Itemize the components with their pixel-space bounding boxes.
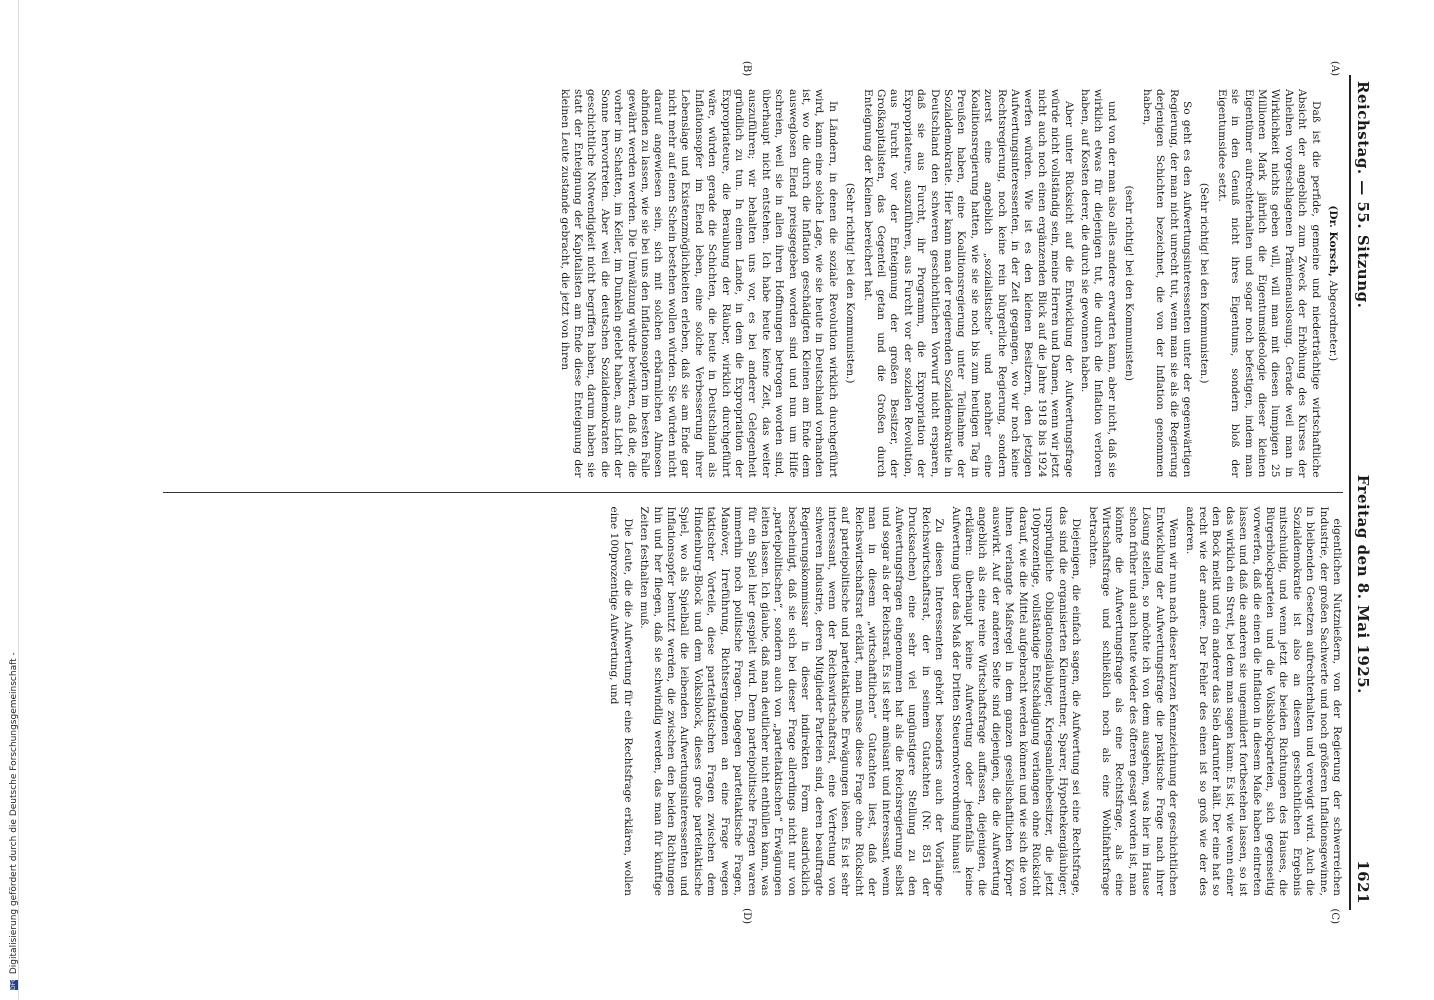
margin-mark-a: (A) xyxy=(1329,61,1340,77)
credit-text xyxy=(9,652,19,990)
paragraph: eigentlichen Nutznießern, von der Regierung der schwerreichen Industrie, der großen Sachwerte und noch größeren Inflationsgewinne, in bleibenden Gesetzen aufrechterhalten und verewigt wird. Auch die Sozialdemokratie ist also an diesem geschichtlichen Ergebnis mitschuldig, und wenn jetzt die beiden Richtungen des Hauses, die Bürgerblockparteien und die Volksblockparteien, sich gegenseitig vorwerfen, daß die einen die Inflation in diesem Maße haben eintreten lassen und daß die anderen sie ungemildert fortbestehen lassen, so ist das wirklich ein Streit, bei dem man sagen kann: Es ist, wie wenn einer den Bock melkt und ein anderer das Sieb darunter hält. Der eine hat so recht wie der andere. Der Fehler des einen ist so groß wie der des anderen. xyxy=(1183,506,1343,896)
paragraph: und von der man also alles andere erwarten kann, aber nicht, daß sie wirklich etwas für diejenigen tut, die durch die Inflation verloren haben, auf Kosten derer, die durch sie gewonnen haben. xyxy=(1079,89,1118,478)
paragraph: Daß ist die perfide, gemeine und niederträchtige wirtschaftliche Absicht der angeblich zum Zweck der Erhöhung des Kurses der Anleihen vorgeschlagenen Prämienauslosung. Gerade weil man in Wirklichkeit nichts geben will, will man mit diesen lumpigen 25 Millionen Mark jährlich die Eigentumsideologie dieser kleinen Eigentümer aufrechterhalten und sogar noch befestigen, indem man sie in den Genuß nicht ihres Eigentums, sondern bloß der Eigentumsidee setzt. xyxy=(1215,89,1322,478)
header-left: Reichstag. — 55. Sitzung. xyxy=(1354,81,1372,309)
margin-mark-b: (B) xyxy=(741,61,752,77)
text-columns xyxy=(163,61,1343,924)
paragraph: In Ländern, in denen die soziale Revolution wirklich durchgeführt wird, kann eine solche Lage, wie sie heute in Deutschland vorhanden ist, wo die durch die Inflation geschädigten Kleinen am Ende dem ausweglosen Elend preisgegeben worden sind und nun um Hilfe schreien, weil sie in allen ihren Hoffnungen betrogen worden sind, überhaupt nicht entstehen. Ich habe heute keine Zeit, das weiter auszuführen; wir behalten uns vor, es bei anderer Gelegenheit gründlich zu tun. In einem Lande, in dem die Expropriation der Expropriateure, die Beraubung der Räuber, wirklich durchgeführt wäre, würden gerade die Schichten, die heute in Deutschland als Inflationsopfer im Elend leben, eine solche Verbesserung ihrer Lebenslage und Existenzmöglichkeiten erleben, daß sie am Ende gar nicht mehr auf einen Schein bestehen wollen würden. Sie würden nicht darauf angewiesen sein, sich mit solchen erbärmlichen Almosen abfinden zu lassen, wie sie bei uns den Inflationsopfern im besten Falle gewährt werden werden. Die Umwälzung würde bewirken, daß die, die vorher im Schatten, im Keller, im Dunkeln gelebt haben, ans Licht der Sonne hervortreten. Aber weil die deutschen Sozialdemokraten die geschichtliche Notwendigkeit nicht begriffen haben, darum haben sie statt der Enteignung der Kapitalisten am Ende diese Enteignung der kleinen Leute zustande gebracht, die jetzt von ihren xyxy=(558,89,839,478)
paragraph: Die Leute, die die Aufwertung für eine Rechtsfrage erklären, wollen eine 100prozentige Aufwertung, und xyxy=(608,506,634,896)
interjection: (Sehr richtig! bei den Kommunisten.) xyxy=(844,182,857,384)
credit-label: Digitalisierung gefördert durch die Deutsche Forschungsgemeinschaft - xyxy=(9,652,19,975)
right-column xyxy=(163,493,1343,924)
margin-mark-c: (C) xyxy=(1329,908,1340,924)
page-header xyxy=(1349,75,1372,910)
margin-mark-d: (D) xyxy=(741,908,752,924)
speaker-line xyxy=(1326,89,1339,478)
left-column xyxy=(163,61,1343,493)
interjection: (sehr richtig! bei den Kommunisten) xyxy=(1123,185,1136,381)
scanned-page xyxy=(127,61,1395,924)
paragraph: So geht es den Aufwertungsinteressenten unter der gegenwärtigen Regierung, der man nicht unrecht tut, wenn man sie als die Regierung derjenigen Schichten bezeichnet, die von der Inflation genommen haben, xyxy=(1140,89,1193,478)
speaker-name: (Dr. Korsch, xyxy=(1327,205,1339,277)
dfg-logo: DFG xyxy=(9,977,17,990)
header-date: Freitag den 8. Mai 1925. xyxy=(1354,474,1372,694)
paragraph: Aber unter Rücksicht auf die Entwicklung der Aufwertungsfrage würde nicht vollständig sein, meine Herren und Damen, wenn wir jetzt nicht auch noch einen ergänzenden Blick auf die Jahre 1918 bis 1924 werfen würden. Wie ist es den kleinen Besitzern, den jetzigen Aufwertungsinteressenten, in der Zeit gegangen, wo wir noch keine Rechtsregierung, noch keine rein bürgerliche Regierung, sondern zuerst eine angeblich „sozialistische“ und nachher eine Koalitionsregierung hatten, wie sie sie noch bis zum heutigen Tag in Preußen haben, eine Koalitionsregierung unter Teilnahme der Sozialdemokratie. Hier kann man der regierenden Sozialdemokratie in Deutschland den schweren geschichtlichen Vorwurf nicht ersparen, daß sie aus Furcht, ihr Programm, die Expropriation der Expropriateure, auszuführen, aus Furcht vor der sozialen Revolution, aus Furcht vor der Enteignung der großen Besitzer, der Großkapitalisten, das Gegenteil getan und die Großen durch Enteignung der Kleinen bereichert hat. xyxy=(861,89,1075,478)
credit-strip xyxy=(0,0,19,1000)
paragraph: Diejenigen, die einfach sagen, die Aufwertung sei eine Rechtsfrage, das sind die organisierten Kleinrentner, Sparer, Hypothekengläubiger, ursprüngliche Obligationsgläubiger, Kriegsanleihebesitzer, die jetzt 100prozentige, vollständige Entschädigung verlangen ohne Rücksicht darauf, wie die Mittel aufgebracht werden können und wie sich die von ihnen verlangte Maßregel in dem ganzen gesellschaftlichen Körper auswirkt. Auf der anderen Seite sind diejenigen, die die Aufwertung angeblich als eine reine Wirtschaftsfrage auffassen, diejenigen, die erklären: überhaupt keine Aufwertung oder jedenfalls keine Aufwertung über das Maß der Dritten Steuernotverordnung hinaus! xyxy=(949,506,1083,896)
paragraph: Wenn wir nun nach dieser kurzen Kennzeichnung der geschichtlichen Entwicklung der Aufwertungsfrage die praktische Frage nach ihrer Lösung stellen, so möchte ich von dem ausgehen, was hier im Hause schon früher und auch heute wieder des öfteren gesagt worden ist, man könnte die Aufwertungsfrage als eine Rechtsfrage, als eine Wirtschaftsfrage und schließlich noch als eine Wohlfahrtsfrage betrachten. xyxy=(1086,506,1180,896)
speaker-role: Abgeordneter.) xyxy=(1327,280,1339,362)
interjection: (Sehr richtig! bei den Kommunisten.) xyxy=(1198,182,1211,384)
page-number: 1621 xyxy=(1354,860,1372,904)
page-content xyxy=(132,61,1372,924)
paragraph: Zu diesen Interessenten gehört besonders auch der Vorläufige Reichswirtschaftsrat, der in seinem Gutachten (Nr. 851 der Drucksachen) eine sehr viel ungünstigere Stellung zu den Aufwertungsfragen eingenommen hat als die Reichsregierung selbst und sogar als der Reichsrat. Es ist sehr amüsant und interessant, wenn man in diesem „wirtschaftlichen“ Gutachten liest, daß der Reichswirtschaftsrat erklärt, man müsse diese Frage ohne Rücksicht auf parteipolitische und parteitaktische Erwägungen lösen. Es ist sehr interessant, wenn der Reichswirtschaftsrat, eine Vertretung von schweren Industrie, deren Mitglieder Parteien sind, deren beauftragte Regierungskommissar in dieser indirekten Form ausdrücklich bescheinigt, daß sie sich bei dieser Frage allerdings nicht nur von „parteipolitischen“, sondern auch von „parteitaktischen“ Erwägungen leiten lassen. Ich glaube, daß man deutlicher nicht enthüllen kann, was für ein Spiel hier gespielt wird. Denn parteipolitische Fragen waren immerhin noch politische Fragen. Dagegen parteitaktische Fragen, Manöver, Irreführung, Richtsergangenen an eine Frage wegen taktischer Vorteile, diese parteitaktischen Fragen zwischen dem Hindenburg-Block und dem Volksblock, dieses große parteitaktische Spiel, wo als Spielball die leibenden Aufwertungsinteressenten und Inflationsopfer benutzt werden, die zwischen den beiden Richtungen hin und her fliegen, daß sie schwindlig werden, das man für künftige Zeiten festhalten muß. xyxy=(638,506,946,896)
